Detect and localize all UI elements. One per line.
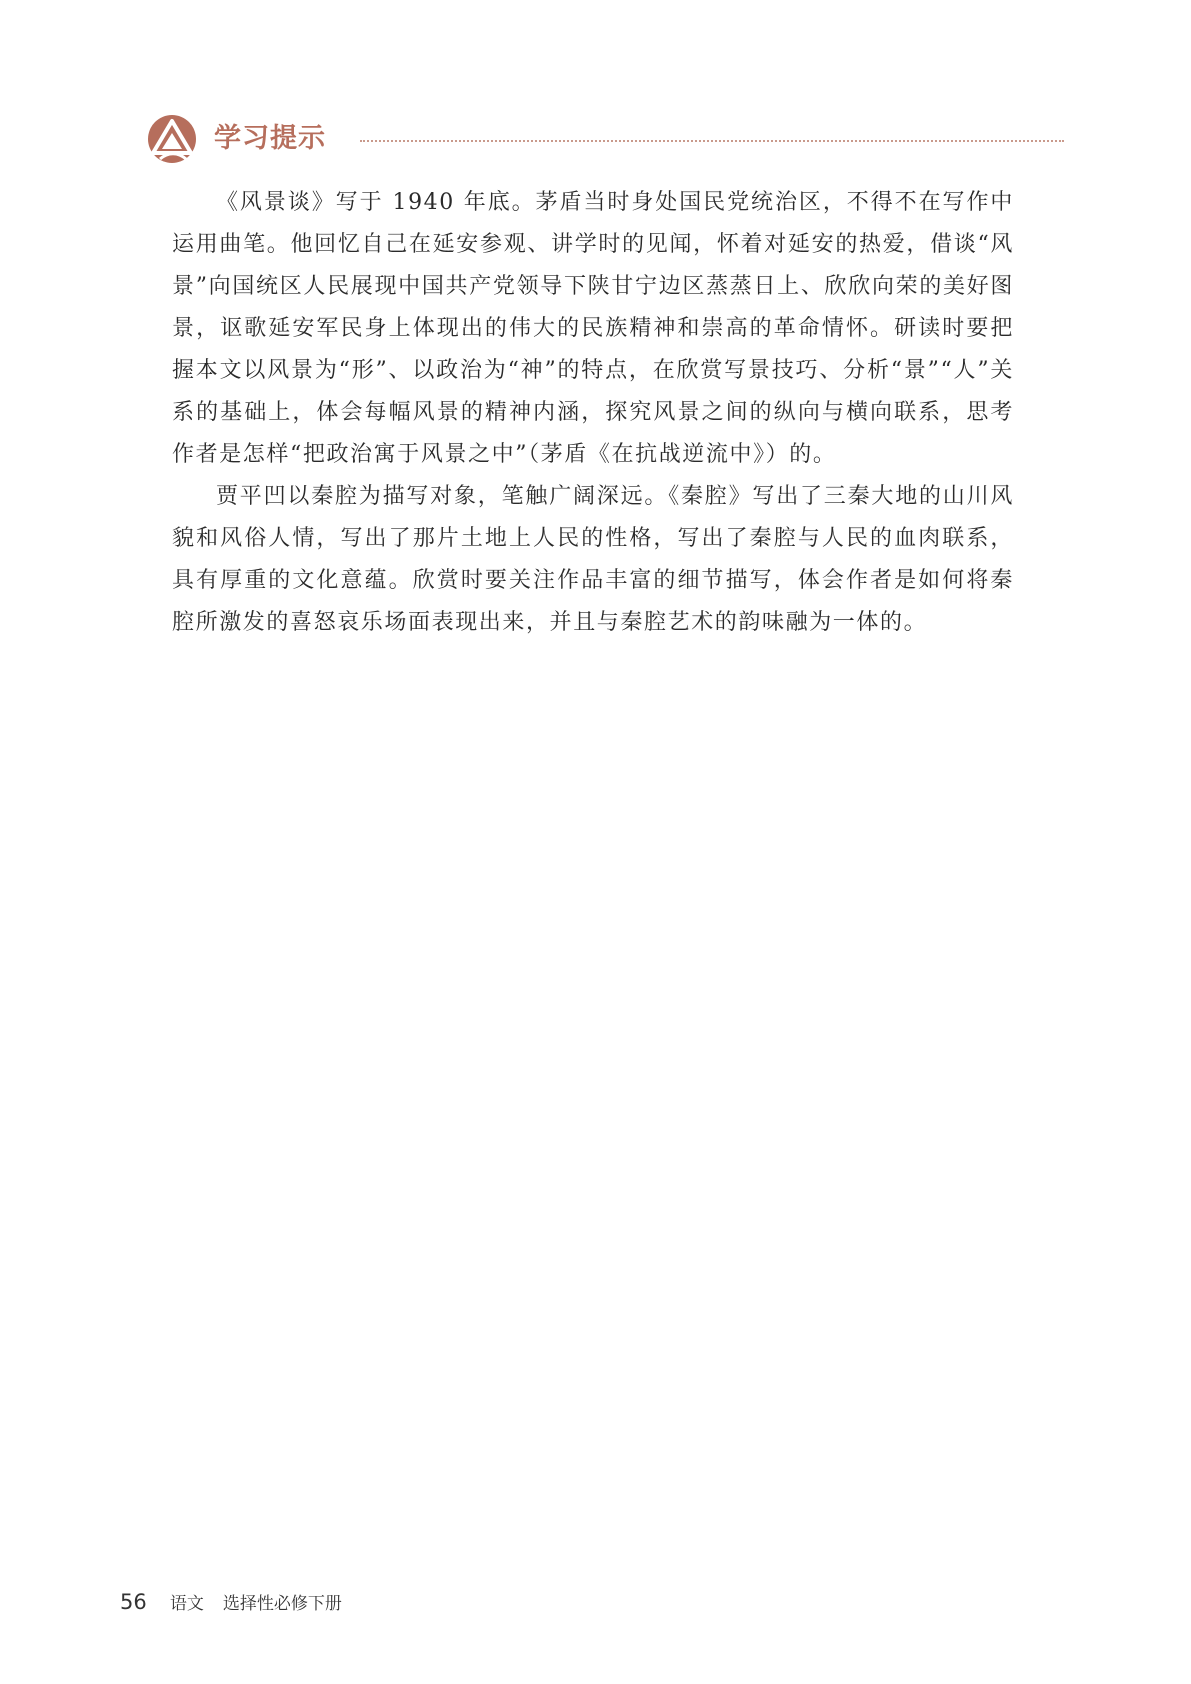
page-footer — [120, 1589, 342, 1614]
body-text — [172, 182, 1014, 644]
paragraph-1: 《风景谈》写于 1940 年底。茅盾当时身处国民党统治区，不得不在写作中运用曲笔。他回忆自己在延安参观、讲学时的见闻，怀着对延安的热爱，借谈“风景”向国统区人民展现中国共产党领导下陕甘宁边区蒸蒸日上、欣欣向荣的美好图景，讴歌延安军民身上体现出的伟大的民族精神和崇高的革命情怀。研读时要把握本文以风景为“形”、以政治为“神”的特点，在欣赏写景技巧、分析“景”“人”关系的基础上，体会每幅风景的精神内涵，探究风景之间的纵向与横向联系，思考作者是怎样“把政治寓于风景之中”（茅盾《在抗战逆流中》）的。 — [172, 190, 1014, 467]
book-volume: 选择性必修下册 — [222, 1594, 342, 1614]
triangle-emblem-icon — [146, 112, 198, 164]
paragraph-2: 贾平凹以秦腔为描写对象，笔触广阔深远。《秦腔》写出了三秦大地的山川风貌和风俗人情，写出了那片土地上人民的性格，写出了秦腔与人民的血肉联系，具有厚重的文化意蕴。欣赏时要关注作品丰富的细节描写，体会作者是如何将秦腔所激发的喜怒哀乐场面表现出来，并且与秦腔艺术的韵味融为一体的。 — [172, 484, 1014, 635]
section-title: 学习提示 — [214, 123, 326, 154]
section-header — [146, 112, 1066, 172]
book-subject: 语文 — [169, 1594, 204, 1614]
page-number: 56 — [120, 1590, 147, 1614]
dotted-divider — [360, 140, 1064, 142]
